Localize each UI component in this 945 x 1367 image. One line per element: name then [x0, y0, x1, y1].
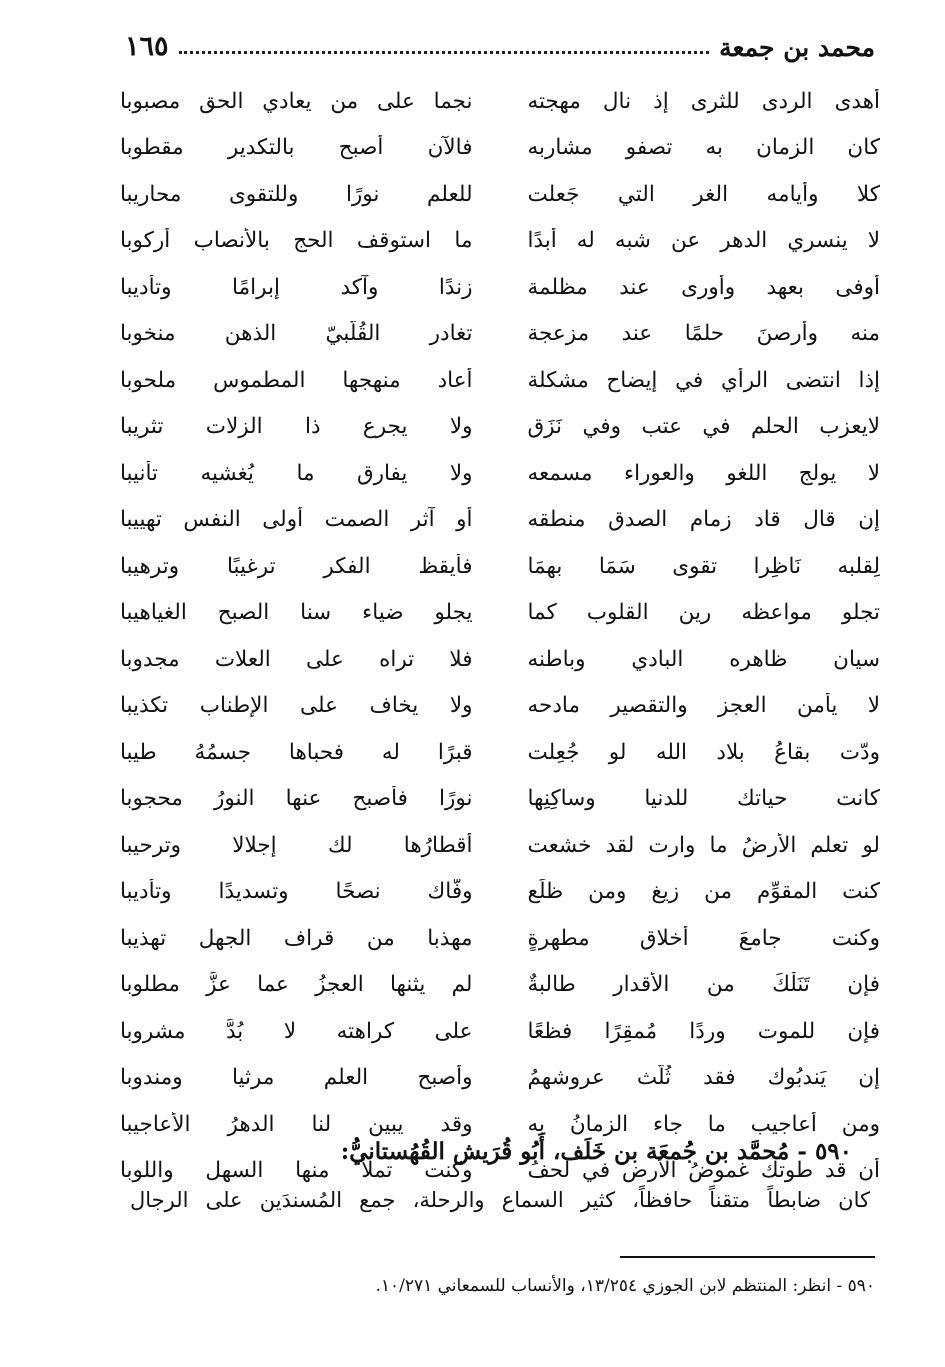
verse-row	[120, 218, 880, 265]
verse-second-hemistich: ولا يخاف على الإطناب تكذيبا	[120, 693, 473, 719]
verse-second-hemistich: للعلم نورًا وللتقوى محاريبا	[120, 181, 473, 207]
verse-row	[120, 962, 880, 1009]
entry-body: كان ضابطاً متقناً حافظاً، كثير السماع والرحلة، جمع المُسندَين على الرجال	[130, 1188, 870, 1212]
verse-second-hemistich: فأيقظ الفكر ترغيبًا وترهيبا	[120, 553, 473, 579]
verse-second-hemistich: وأصبح العلم مرثيا ومندوبا	[120, 1065, 473, 1091]
verse-row	[120, 636, 880, 683]
verse-row	[120, 776, 880, 823]
verse-first-hemistich: تجلو مواعظه رين القلوب كما	[527, 600, 880, 626]
footnote-divider	[620, 1256, 875, 1258]
verse-row	[120, 1055, 880, 1102]
verse-first-hemistich: أوفى بعهد وأورى عند مظلمة	[527, 274, 880, 300]
verse-first-hemistich: أهدى الردى للثرى إذ نال مهجته	[527, 88, 880, 114]
verse-row	[120, 171, 880, 218]
verse-first-hemistich: ودّت بقاعُ بلاد الله لو جُعِلت	[527, 739, 880, 765]
verse-second-hemistich: يجلو ضياء سنا الصبح الغياهيبا	[120, 600, 473, 626]
verse-first-hemistich: لِقلبه نَاظِرا تقوى سَمَا بهمَا	[527, 553, 880, 579]
verse-row	[120, 264, 880, 311]
footnote: ٥٩٠ - انظر: المنتظم لابن الجوزي ١٣/٢٥٤، والأنساب للسمعاني ١٠/٢٧١.	[375, 1276, 875, 1296]
poem	[120, 78, 880, 1194]
verse-second-hemistich: أو آثر الصمت أولى النفس تهييبا	[120, 507, 473, 533]
verse-row	[120, 497, 880, 544]
verse-row	[120, 729, 880, 776]
running-header	[125, 22, 875, 62]
verse-row	[120, 450, 880, 497]
verse-second-hemistich: فلا تراه على العلات مجدوبا	[120, 646, 473, 672]
verse-row	[120, 590, 880, 637]
verse-row	[120, 125, 880, 172]
verse-first-hemistich: فإن تَنَلْكَ من الأقدار طالبةٌ	[527, 972, 880, 998]
verse-row	[120, 822, 880, 869]
verse-first-hemistich: أن قد طوتك غموضُ الأرض في لحفَ	[527, 1158, 880, 1184]
verse-second-hemistich: وقد يبين لنا الدهرُ الأعاجيبا	[120, 1111, 473, 1137]
verse-second-hemistich: مهذبا من قراف الجهل تهذيبا	[120, 925, 473, 951]
verse-first-hemistich: كنت المقوِّم من زيغ ومن ظلَع	[527, 879, 880, 905]
verse-second-hemistich: تغادر القُلّبيّ الذهن منخوبا	[120, 321, 473, 347]
verse-first-hemistich: لا يأمن العجز والتقصير مادحه	[527, 693, 880, 719]
verse-first-hemistich: سيان ظاهره البادي وباطنه	[527, 646, 880, 672]
verse-second-hemistich: على كراهته لا بُدَّ مشروبا	[120, 1018, 473, 1044]
verse-row	[120, 543, 880, 590]
verse-row	[120, 404, 880, 451]
verse-first-hemistich: وكنت جامعَ أخلاق مطهرةٍ	[527, 925, 880, 951]
verse-first-hemistich: كانت حياتك للدنيا وساكِنِها	[527, 786, 880, 812]
verse-first-hemistich: لايعزب الحلم في عتب وفي نَزَق	[527, 414, 880, 440]
verse-second-hemistich: أعاد منهجها المطموس ملحوبا	[120, 367, 473, 393]
verse-second-hemistich: لم يثنها العجزُ عما عزَّ مطلوبا	[120, 972, 473, 998]
verse-second-hemistich: وفّاك نصحًا وتسديدًا وتأديبا	[120, 879, 473, 905]
verse-second-hemistich: نجما على من يعادي الحق مصبوبا	[120, 88, 473, 114]
header-title: محمد بن جمعة	[719, 33, 875, 62]
verse-first-hemistich: فإن للموت وردًا مُمقِرًا فظعًا	[527, 1018, 880, 1044]
verse-row	[120, 915, 880, 962]
verse-first-hemistich: لو تعلم الأرضُ ما وارت لقد خشعت	[527, 832, 880, 858]
verse-second-hemistich: ولا يجرع ذا الزلات تثريبا	[120, 414, 473, 440]
verse-second-hemistich: قبرًا له فحباها جسمُهُ طيبا	[120, 739, 473, 765]
verse-second-hemistich: أقطارُها لك إجلالا وترحيبا	[120, 832, 473, 858]
verse-first-hemistich: إن يَندبُوك فقد ثُلّث عروشهمُ	[527, 1065, 880, 1091]
verse-first-hemistich: لا يولج اللغو والعوراء مسمعه	[527, 460, 880, 486]
verse-second-hemistich: ما استوقف الحج بالأنصاب أركوبا	[120, 228, 473, 254]
verse-second-hemistich: ولا يفارق ما يُغشيه تأنيبا	[120, 460, 473, 486]
verse-row	[120, 78, 880, 125]
verse-second-hemistich: نورًا فأصبح عنها النورُ محجوبا	[120, 786, 473, 812]
verse-row	[120, 683, 880, 730]
verse-row	[120, 869, 880, 916]
verse-first-hemistich: إذا انتضى الرأي في إيضاح مشكلة	[527, 367, 880, 393]
verse-first-hemistich: كان الزمان به تصفو مشاربه	[527, 135, 880, 161]
verse-second-hemistich: فالآن أصبح بالتكدير مقطوبا	[120, 135, 473, 161]
verse-row	[120, 357, 880, 404]
verse-second-hemistich: زندًا وآكد إبرامًا وتأديبا	[120, 274, 473, 300]
verse-second-hemistich: وكنت تملأ منها السهل واللوبا	[120, 1158, 473, 1184]
entry-heading: ٥٩٠ - مُحمَّد بن جُمعَة بن خَلَف، أَبُو قُرَيش القُهُستانيُّ:	[340, 1138, 852, 1165]
verse-first-hemistich: كلا وأيامه الغر التي جَعلت	[527, 181, 880, 207]
page-number: ١٦٥	[125, 31, 169, 62]
verse-first-hemistich: لا ينسري الدهر عن شبه له أبدًا	[527, 228, 880, 254]
verse-first-hemistich: إن قال قاد زمام الصدق منطقه	[527, 507, 880, 533]
verse-row	[120, 1008, 880, 1055]
verse-first-hemistich: ومن أعاجيب ما جاء الزمانُ به	[527, 1111, 880, 1137]
header-dot-leader	[179, 51, 710, 54]
verse-row	[120, 311, 880, 358]
verse-first-hemistich: منه وأرصنَ حلمًا عند مزعجة	[527, 321, 880, 347]
